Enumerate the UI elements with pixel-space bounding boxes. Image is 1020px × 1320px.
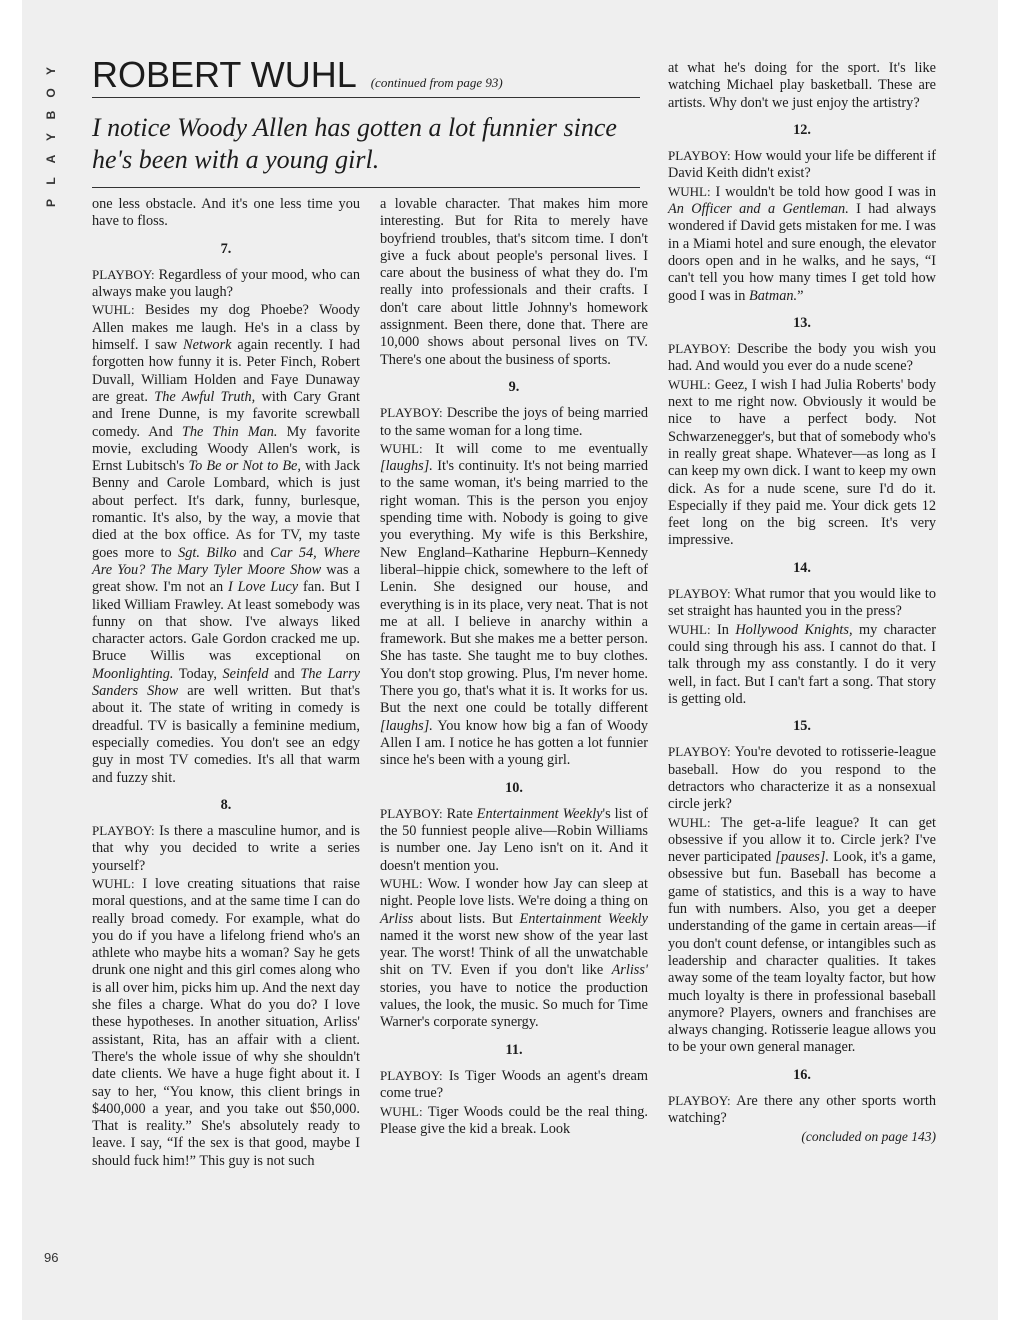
question: PLAYBOY: Rate Entertainment Weekly's list of the 50 funniest people alive—Robin Williams is number one. Jay Leno isn't on it. And it doesn't mention you. [380,805,649,874]
speaker-playboy: PLAYBOY: [380,805,443,821]
speaker-playboy: PLAYBOY: [92,823,155,839]
brand-letter: O [44,88,58,98]
column-3 [668,60,936,1145]
brand-letter: Y [44,67,58,76]
column-2 [380,196,648,1138]
question: PLAYBOY: What rumor that you would like to set straight has haunted you in the press? [668,586,936,620]
question-number: 10. [505,779,523,796]
brand-letter: B [44,110,58,120]
speaker-playboy: PLAYBOY: [668,341,731,357]
speaker-wuhl: WUHL: [668,814,711,830]
speaker-wuhl: WUHL: [92,302,135,318]
question: PLAYBOY: How would your life be different if David Keith didn't exist? [668,148,937,182]
question-number: 7. [220,240,232,257]
speaker-playboy: PLAYBOY: [668,1093,731,1109]
paragraph: one less obstacle. And it's one less time you have to floss. [92,196,360,230]
speaker-wuhl: WUHL: [668,376,711,392]
pull-quote-rule [92,187,640,188]
speaker-wuhl: WUHL: [380,1103,423,1119]
continued-note: (continued from page 93) [370,75,503,90]
answer: WUHL: Besides my dog Phoebe? Woody Allen makes me laugh. He's in a class by himself. I saw Network again recently. I had forgotten how funny it is. Peter Finch, Robert Duvall, William Holden and Faye Dunaway are great. The Awful Truth, with Cary Grant and Irene Dunne, is my favorite screwball comedy. And The Thin Man. My favorite movie, excluding Woody Allen's work, is Ernst Lubitsch's To Be or Not to Be, with Jack Benny and Carole Lombard, which is just about perfect. It's dark, funny, burlesque, romantic. It's also, by the way, a movie that died at the box office. As for TV, my taste goes more to Sgt. Bilko and Car 54, Where Are You? The Mary Tyler Moore Show was a great show. I'm not an I Love Lucy fan. But I liked William Frawley. At least somebody was funny on that show. I've always liked character actors. Gale Gordon cracked me up. Bruce Willis was exceptional on Moonlighting. Today, Seinfeld and The Larry Sanders Show are well written. But that's about it. The state of writing in comedy is dreadful. TV is basically a feminine medium, especially comedies. You don't see an edgy guy in most TV comedies. It's all that warm and fuzzy shit. [92,302,361,786]
speaker-playboy: PLAYBOY: [668,148,731,164]
article-title: ROBERT WUHL [92,54,357,95]
question: PLAYBOY: Describe the body you wish you had. And would you ever do a nude scene? [668,341,936,375]
speaker-playboy: PLAYBOY: [92,266,155,282]
question-number: 16. [793,1066,811,1083]
concluded-note: (concluded on page 143) [801,1128,936,1144]
answer: WUHL: The get-a-life league? It can get obsessive if you allow it to. Circle jerk? I've never participated [pauses]. Look, it's a game, obsessive but fun. Baseball has become a game of statistics, and this is a way to have fun with numbers. Also, you get a deeper understanding of the game in certain areas—if you don't count defense, or intangibles such as leadership and character qualities. It takes away some of the team loyalty factor, but how much loyalty is there in professional baseball anymore? Players, owners and franchises are always changing. Rotisserie league allows you to be your own general manager. [668,814,937,1056]
question-number: 9. [508,378,520,395]
speaker-playboy: PLAYBOY: [668,586,731,602]
speaker-wuhl: WUHL: [92,875,135,891]
header-rule [92,97,640,98]
answer: WUHL: In Hollywood Knights, my character could sing through his ass. I cannot do that. I talk through my ass constantly. I do it very well, in fact. But I can't fart a song. That story is getting old. [668,621,936,707]
question: PLAYBOY: Describe the joys of being married to the same woman for a long time. [380,405,649,439]
answer: WUHL: I wouldn't be told how good I was in An Officer and a Gentleman. I had always wondered if David gets mistaken for me. I was in a Miami hotel and sure enough, the elevator doors open and in he walks, and he says, “I can't tell you how many times I get told how good I was in Batman.” [668,183,937,304]
side-brand [40,60,62,214]
article-header [92,55,642,95]
question-number: 15. [793,718,811,735]
speaker-playboy: PLAYBOY: [380,1067,443,1083]
speaker-wuhl: WUHL: [380,875,423,891]
question: PLAYBOY: Is Tiger Woods an agent's dream come true? [380,1067,649,1102]
page-number: 96 [44,1250,59,1265]
paragraph: at what he's doing for the sport. It's like watching Michael play basketball. These are artists. Why don't we just enjoy the artistry? [668,60,936,111]
brand-letter: Y [44,133,58,142]
paragraph: a lovable character. That makes him more interesting. But for Rita to merely have boyfriend troubles, that's sitcom time. I don't give a fuck about people's personal lives. I care about the business of what they do. I'm really into professionals and their crafts. I don't care about little Johnny's homework assignment. Been there, done that. There are 10,000 shows about personal lives on TV. There's one about the business of sports. [380,196,648,368]
question-number: 13. [793,314,811,331]
brand-letter: L [44,177,58,185]
answer: WUHL: It will come to me eventually [laughs]. It's continuity. It's not being married to the same woman, it's being married to the right woman. This is the person you enjoy spending time with. Nobody is going to give you everything. My wife is this Berkshire, New England–Katharine Hepburn–Kennedy liberal–hippie chick, somewhere to the left of Lenin. She designed our house, and everything is in its place, very neat. That is not me at all. I believe in anarchy within a framework. But she makes me a better person. She has taste. She taught me to buy clothes. You don't stop growing. Plus, I'm never home. There you go, that's what it is. It works for us. But the next one could be totally different [laughs]. You know how big a fan of Woody Allen I am. I notice he has gotten a lot funnier since he's been with a young girl. [380,440,648,769]
question-number: 12. [793,121,811,138]
speaker-wuhl: WUHL: [668,183,711,199]
answer: WUHL: Geez, I wish I had Julia Roberts' body next to me right now. Obviously it would be nice to have a perfect body. Not Schwarzenegger's, but that of somebody who's in really great shape. Whatever—as long as I can keep my own dick. I want to keep my own dick. As for a nude scene, sure I'd do it. Especially if they paid me. Your dick gets 12 feet long on the big screen. It's very impressive. [668,376,936,549]
column-1 [92,196,360,1170]
speaker-wuhl: WUHL: [380,440,423,456]
answer: WUHL: Tiger Woods could be the real thing. Please give the kid a break. Look [380,1103,648,1137]
brand-letter: A [44,154,58,164]
brand-letter: P [44,199,58,208]
pull-quote: I notice Woody Allen has gotten a lot funnier since he's been with a young girl. [92,113,617,174]
speaker-playboy: PLAYBOY: [380,405,443,421]
speaker-playboy: PLAYBOY: [668,744,731,760]
answer: WUHL: Wow. I wonder how Jay can sleep at night. People love lists. We're doing a thing on Arliss about lists. But Entertainment Weekly named it the worst new show of the year last year. The worst! Think of all the unwatchable shit on TV. Even if you don't like Arliss' stories, you have to notice the production values, the look, the music. So much for Time Warner's corporate synergy. [380,875,648,1031]
question: PLAYBOY: You're devoted to rotisserie-league baseball. How do you respond to the detractors who characterize it as a nonsexual circle jerk? [668,744,936,813]
speaker-wuhl: WUHL: [668,621,711,637]
question-number: 11. [505,1041,523,1058]
question: PLAYBOY: Is there a masculine humor, and is that why you decided to write a series yourself? [92,823,360,874]
answer: WUHL: I love creating situations that raise moral questions, and at the same time I can do really broad comedy. For example, what do you do if you have a lifelong friend who's an athlete who maybe hits a woman? Say he gets drunk one night and this girl comes along who is all over him, picks him up. And the next day she files a charge. What do you do? I love these hypotheses. In another situation, Arliss' assistant, Rita, has an affair with a client. There's the whole issue of why she shouldn't date clients. We have a huge fight about it. I say to her, “You know, this client brings in $400,000 a year, and you take out $50,000. That is reality.” She's absolutely ready to leave. I say, “If the sex is that good, maybe I should fuck him!” This guy is not such [92,875,360,1169]
question: PLAYBOY: Regardless of your mood, who can always make you laugh? [92,266,361,301]
question: PLAYBOY: Are there any other sports worth watching? [668,1093,936,1127]
question-number: 14. [793,559,811,576]
question-number: 8. [220,796,232,813]
